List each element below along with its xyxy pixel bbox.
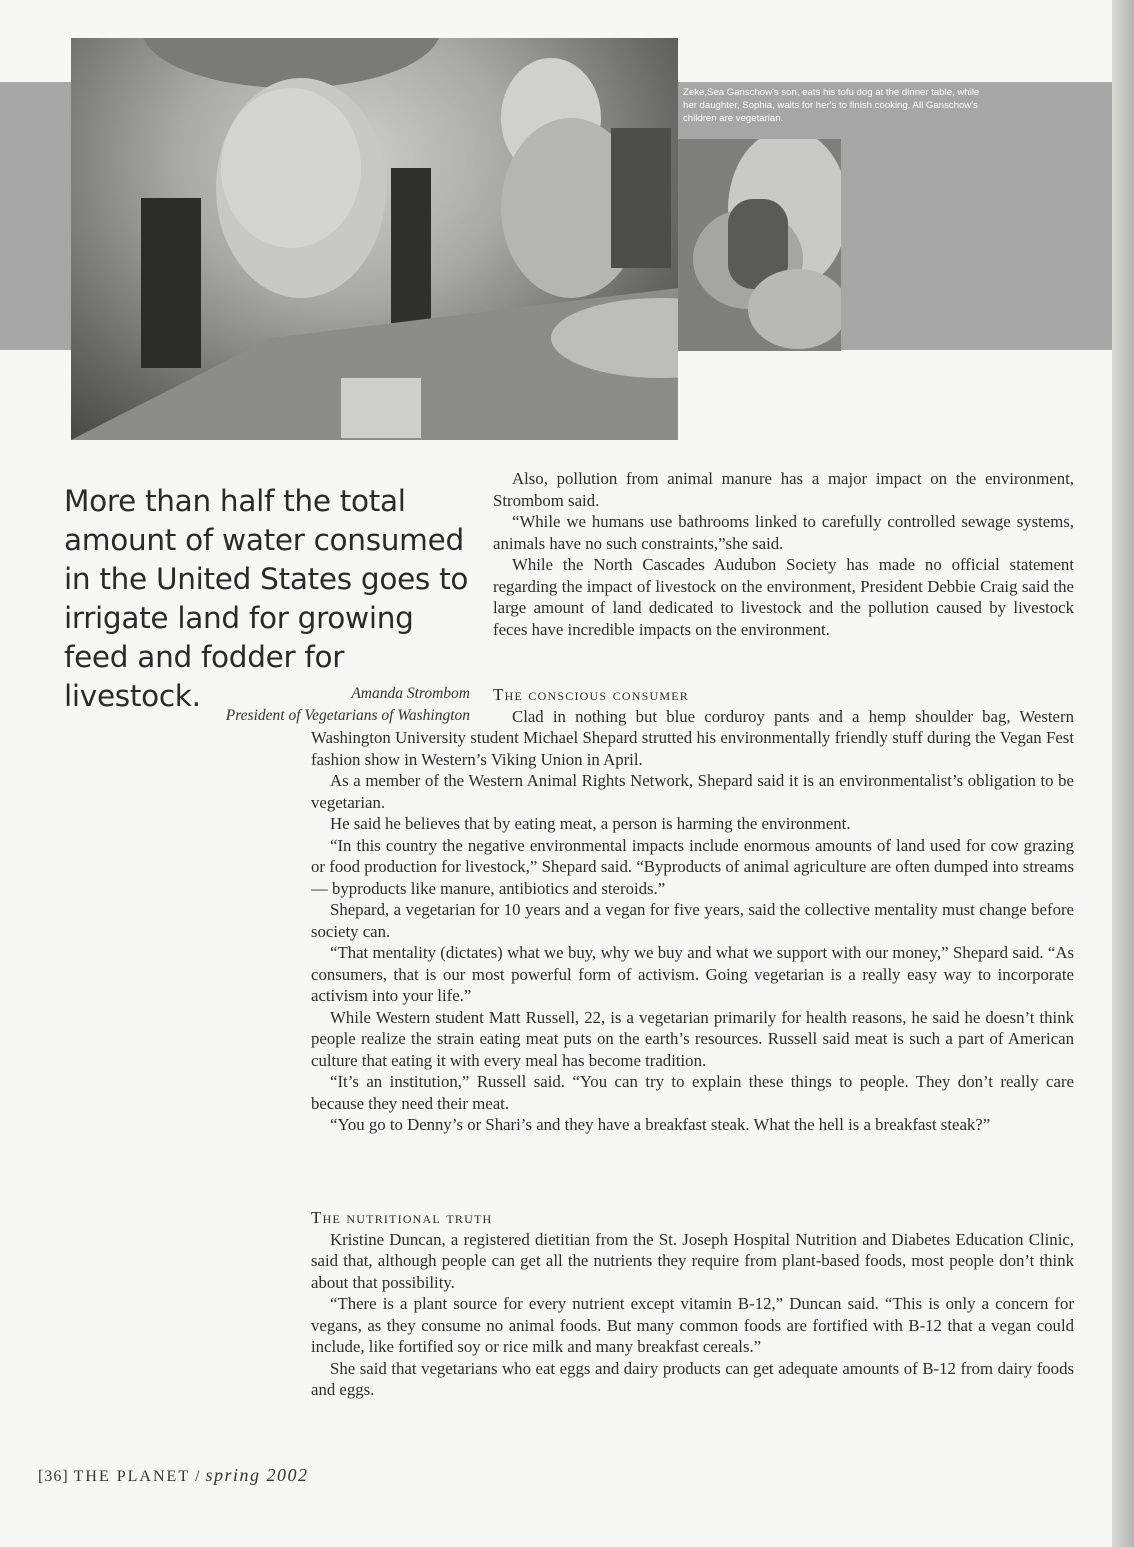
- publication-name: THE PLANET: [73, 1468, 191, 1485]
- paragraph: “That mentality (dictates) what we buy, why we buy and what we support with our money,” Shepard said. “As consumers, that is our most powerful form of activism. Going vegetarian is a really easy way to incorporate activism into your life.”: [311, 943, 1074, 1005]
- paragraph: While the North Cascades Audubon Society has made no official statement regarding the impact of livestock on the environment, President Debbie Craig said the large amount of land dedicated to livestock and the pollution caused by livestock feces have incredible impacts on the environment.: [493, 555, 1074, 639]
- section-heading: The nutritional truth: [311, 1208, 493, 1227]
- paragraph: “While we humans use bathrooms linked to carefully controlled sewage systems, animals have no such constraints,”she said.: [493, 512, 1074, 553]
- issue-label: spring 2002: [205, 1465, 309, 1485]
- paragraph: “In this country the negative environmental impacts include enormous amounts of land used for cow grazing or food production for livestock,” Shepard said. “Byproducts of animal agriculture are often dumped into streams — byproducts like manure, antibiotics and steroids.”: [311, 835, 1074, 898]
- page-number: [36]: [38, 1468, 69, 1485]
- section-nutritional-truth: [311, 1207, 1074, 1401]
- paragraph: He said he believes that by eating meat, a person is harming the environment.: [330, 814, 851, 833]
- wrap-spacer: [311, 684, 493, 727]
- photo-caption: Zeke,Sea Ganschow's son, eats his tofu dog at the dinner table, while her daughter, Sophia, waits for her's to finish cooking. All Ganschow's children are vegetarian.: [683, 87, 980, 124]
- attribution-title: President of Vegetarians of Washington: [225, 707, 470, 724]
- attribution-name: Amanda Strombom: [351, 685, 470, 702]
- paragraph: Clad in nothing but blue corduroy pants and a hemp shoulder bag, Western Washington University student Michael Shepard strutted his environmentally friendly stuff during the Vegan Fest fashion show in Western’s Viking Union in April.: [311, 706, 1074, 769]
- paragraph: While Western student Matt Russell, 22, is a vegetarian primarily for health reasons, he said he doesn’t think people realize the strain eating meat puts on the earth’s resources. Russell said meat is such a part of American culture that eating it with every meal has become tradition.: [311, 1007, 1074, 1070]
- main-photo: [71, 38, 678, 440]
- paragraph: Also, pollution from animal manure has a major impact on the environment, Strombom said.: [493, 469, 1074, 510]
- section-heading: The conscious consumer: [493, 685, 689, 704]
- section-conscious-consumer: [311, 684, 1074, 1136]
- paragraph: She said that vegetarians who eat eggs and dairy products can get adequate amounts of B-12 from dairy foods and eggs.: [311, 1358, 1074, 1399]
- pull-quote: More than half the total amount of water consumed in the United States goes to irrigate land for growing feed and fodder for livestock.: [64, 484, 469, 713]
- page-footer: [38, 1465, 309, 1486]
- paragraph: “It’s an institution,” Russell said. “You can try to explain these things to people. They don’t really care because they need their meat.: [311, 1072, 1074, 1113]
- page-edge-shadow: [1112, 0, 1134, 1547]
- article-intro: [493, 468, 1074, 640]
- paragraph: As a member of the Western Animal Rights Network, Shepard said it is an environmentalist’s obligation to be vegetarian.: [311, 771, 1074, 812]
- paragraph: “There is a plant source for every nutrient except vitamin B-12,” Duncan said. “This is only a concern for vegans, as they consume no animal foods. But many common foods are fortified with B-12 that a vegan could include, like fortified soy or rice milk and many breakfast cereals.”: [311, 1294, 1074, 1356]
- paragraph: Kristine Duncan, a registered dietitian from the St. Joseph Hospital Nutrition and Diabetes Education Clinic, said that, although people can get all the nutrients they require from plant-based foods, most people don’t think about that possibility.: [311, 1229, 1074, 1292]
- paragraph: “You go to Denny’s or Shari’s and they have a breakfast steak. What the hell is a breakfast steak?”: [330, 1115, 991, 1134]
- inset-photo: [678, 139, 841, 351]
- paragraph: Shepard, a vegetarian for 10 years and a vegan for five years, said the collective mentality must change before society can.: [311, 900, 1074, 941]
- folio-separator: /: [195, 1468, 201, 1485]
